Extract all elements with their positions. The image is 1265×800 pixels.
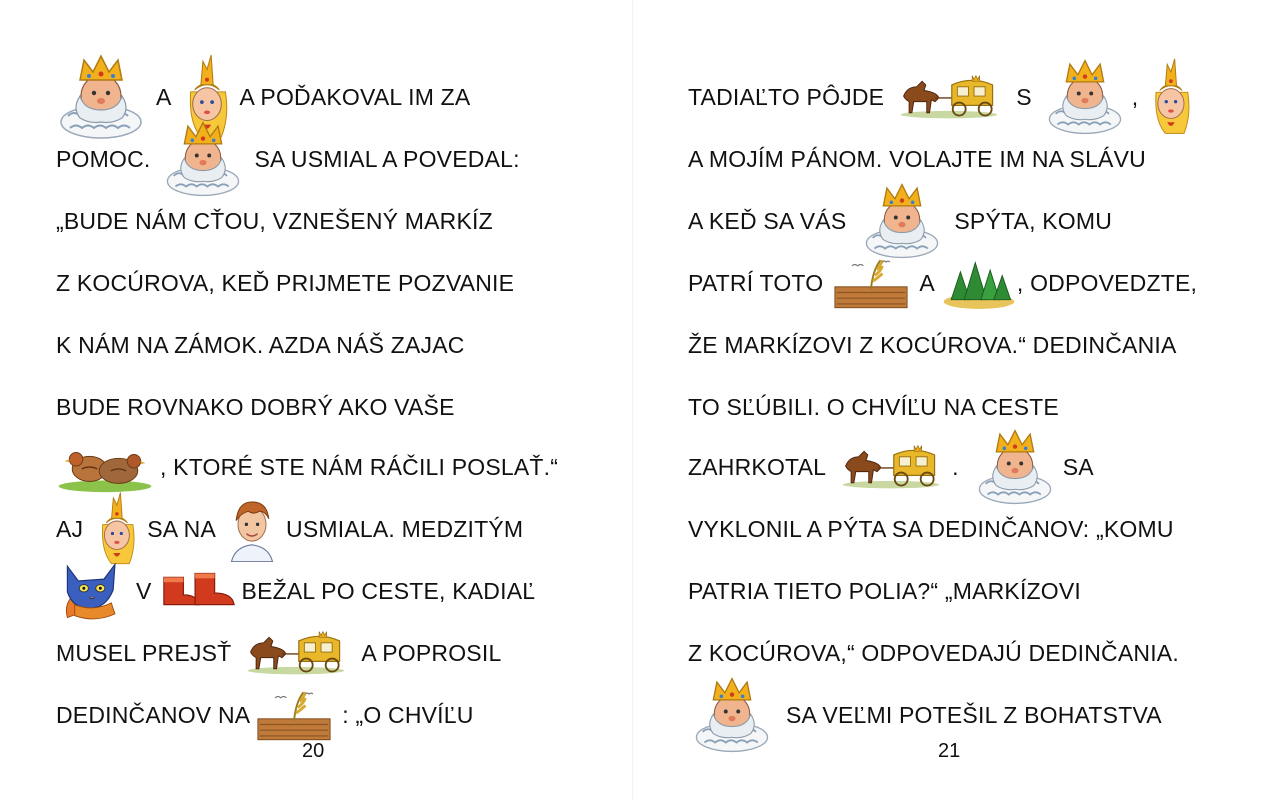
- line-text: Z KOCÚROVA, KEĎ PRIJMETE POZVANIE: [56, 269, 515, 296]
- text-line: [688, 190, 1112, 252]
- text-line: [688, 252, 1197, 314]
- line-text: ,: [1131, 83, 1139, 110]
- king-icon: [971, 427, 1059, 507]
- red-boots-icon: [160, 571, 238, 611]
- text-line: [688, 66, 1194, 128]
- text-line: [56, 252, 514, 314]
- line-text: A KEĎ SA VÁS: [688, 207, 847, 234]
- royal-carriage-icon: [840, 443, 942, 491]
- line-text: A: [919, 269, 935, 296]
- text-line: [56, 128, 520, 190]
- royal-carriage-icon: [898, 73, 1000, 121]
- princess-icon: [91, 489, 141, 569]
- text-line: [688, 684, 1162, 746]
- text-line: [56, 66, 470, 128]
- text-line: [688, 498, 1174, 560]
- line-text: PATRÍ TOTO: [688, 269, 824, 296]
- line-text: PATRIA TIETO POLIA?“ „MARKÍZOVI: [688, 577, 1082, 604]
- line-text: „BUDE NÁM CŤOU, VZNEŠENÝ MARKÍZ: [56, 207, 493, 234]
- line-text: V: [136, 577, 152, 604]
- line-text: S: [1016, 83, 1032, 110]
- line-text: SPÝTA, KOMU: [954, 207, 1113, 234]
- line-text: AJ: [56, 515, 84, 542]
- text-line: [56, 376, 455, 438]
- line-text: MUSEL PREJSŤ: [56, 639, 232, 666]
- line-text: ZAHRKOTAL: [688, 453, 827, 480]
- puss-in-boots-cat-icon: [56, 559, 130, 623]
- text-line: [56, 684, 474, 746]
- miller-son-icon: [224, 496, 280, 562]
- line-text: SA USMIAL A POVEDAL:: [254, 145, 520, 172]
- partridges-icon: [56, 440, 154, 494]
- text-line: [56, 314, 465, 376]
- king-icon: [1042, 57, 1128, 137]
- royal-carriage-icon: [245, 629, 347, 677]
- line-text: BUDE ROVNAKO DOBRÝ AKO VAŠE: [56, 393, 455, 420]
- forest-icon: [941, 257, 1017, 309]
- text-line: [688, 436, 1094, 498]
- line-text: TO SĽÚBILI. O CHVÍĽU NA CESTE: [688, 393, 1059, 420]
- line-text: K NÁM NA ZÁMOK. AZDA NÁŠ ZAJAC: [56, 331, 465, 358]
- line-text: SA VEĽMI POTEŠIL Z BOHATSTVA: [786, 701, 1162, 728]
- line-text: DEDINČANOV NA: [56, 701, 251, 728]
- line-text: USMIALA. MEDZITÝM: [286, 515, 524, 542]
- line-text: : „O CHVÍĽU: [342, 701, 474, 728]
- king-icon: [688, 675, 776, 755]
- line-text: A POPROSIL: [361, 639, 502, 666]
- page-number: 20: [302, 740, 325, 762]
- text-line: [56, 190, 493, 252]
- text-line: [56, 498, 523, 560]
- wheat-field-icon: [833, 256, 909, 310]
- king-icon: [158, 119, 248, 199]
- text-line: [56, 560, 535, 622]
- line-text: A MOJÍM PÁNOM. VOLAJTE IM NA SLÁVU: [688, 145, 1146, 172]
- line-text: SA NA: [147, 515, 217, 542]
- line-text: , KTORÉ STE NÁM RÁČILI POSLAŤ.“: [160, 453, 559, 480]
- line-text: .: [952, 453, 959, 480]
- king-icon: [858, 181, 946, 261]
- wheat-field-icon: [256, 688, 332, 742]
- line-text: A: [156, 83, 172, 110]
- line-text: BEŽAL PO CESTE, KADIAĽ: [241, 577, 536, 604]
- line-text: TADIAĽTO PÔJDE: [688, 83, 885, 110]
- left-page: [0, 0, 632, 800]
- line-text: VYKLONIL A PÝTA SA DEDINČANOV: „KOMU: [688, 515, 1174, 542]
- princess-icon: [1146, 55, 1194, 139]
- line-text: Z KOCÚROVA,“ ODPOVEDAJÚ DEDINČANIA.: [688, 639, 1179, 666]
- line-text: A POĎAKOVAL IM ZA: [239, 83, 471, 110]
- page-number: 21: [938, 740, 961, 762]
- line-text: , ODPOVEDZTE,: [1016, 269, 1198, 296]
- text-line: [56, 622, 501, 684]
- text-line: [688, 314, 1177, 376]
- line-text: ŽE MARKÍZOVI Z KOCÚROVA.“ DEDINČANIA: [688, 331, 1177, 358]
- text-line: [688, 560, 1081, 622]
- line-text: POMOC.: [56, 145, 151, 172]
- line-text: SA: [1062, 453, 1094, 480]
- right-page: [633, 0, 1265, 800]
